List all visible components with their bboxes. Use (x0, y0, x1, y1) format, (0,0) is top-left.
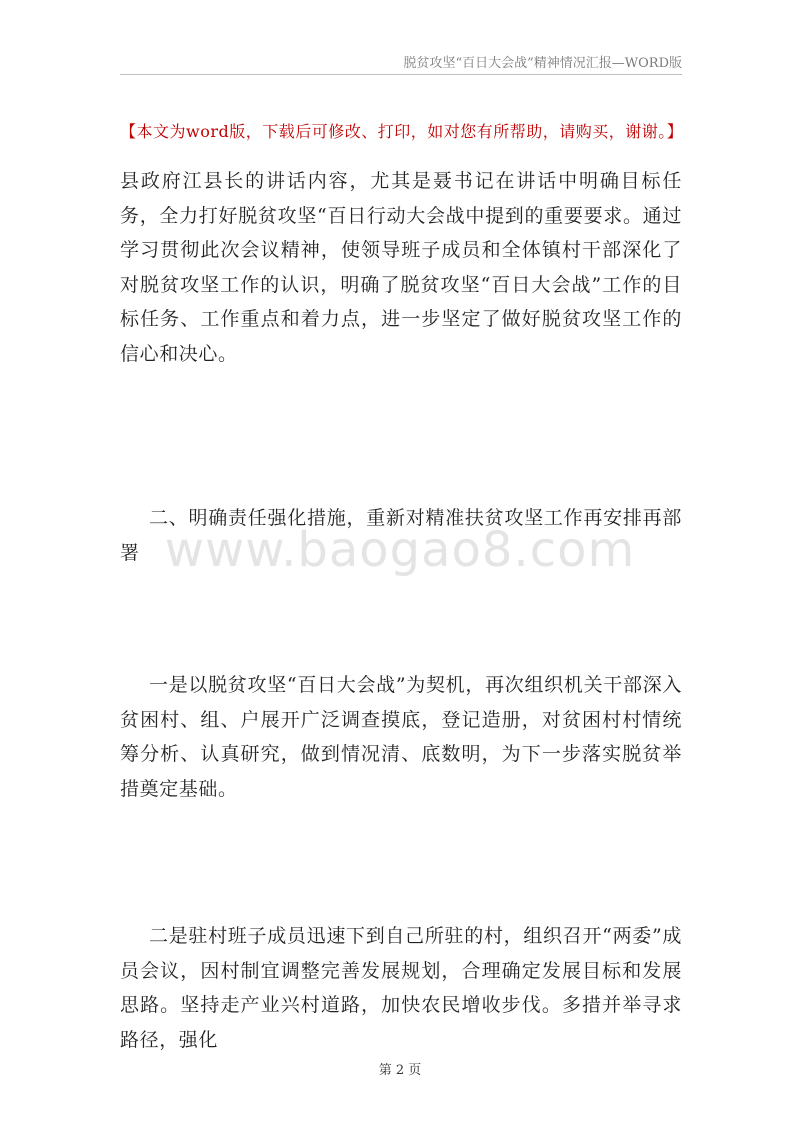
body-paragraph: 一是以脱贫攻坚“百日大会战”为契机，再次组织机关干部深入贫困村、组、户展开广泛调查摸底，登记造册，对贫困村村情统筹分析、认真研究，做到情况清、底数明，为下一步落实脱贫举措奠定基础。 (120, 674, 682, 800)
purchase-notice: 【本文为word版，下载后可修改、打印，如对您有所帮助，请购买，谢谢。】 (120, 122, 684, 141)
body-paragraph: 二是驻村班子成员迅速下到自己所驻的村，组织召开“两委”成员会议，因村制宜调整完善发展规划，合理确定发展目标和发展思路。坚持走产业兴村道路，加快农民增收步伐。多措并举寻求路径，强化 (120, 925, 682, 1051)
header-divider (120, 74, 682, 75)
section-heading: 二、明确责任强化措施，重新对精准扶贫攻坚工作再安排再部署 (120, 507, 682, 564)
page-number: 第 2 页 (378, 1063, 422, 1078)
body-paragraph: 县政府江县长的讲话内容，尤其是聂书记在讲话中明确目标任务，全力打好脱贫攻坚“百日行动大会战中提到的重要要求。通过学习贯彻此次会议精神，使领导班子成员和全体镇村干部深化了对脱贫攻坚工作的认识，明确了脱贫攻坚“百日大会战”工作的目标任务、工作重点和着力点，进一步坚定了做好脱贫攻坚工作的信心和决心。 (120, 170, 682, 365)
running-header: 脱贫攻坚“百日大会战”精神情况汇报—WORD版 (403, 56, 682, 71)
watermark: www.baogao8.com (164, 522, 636, 578)
